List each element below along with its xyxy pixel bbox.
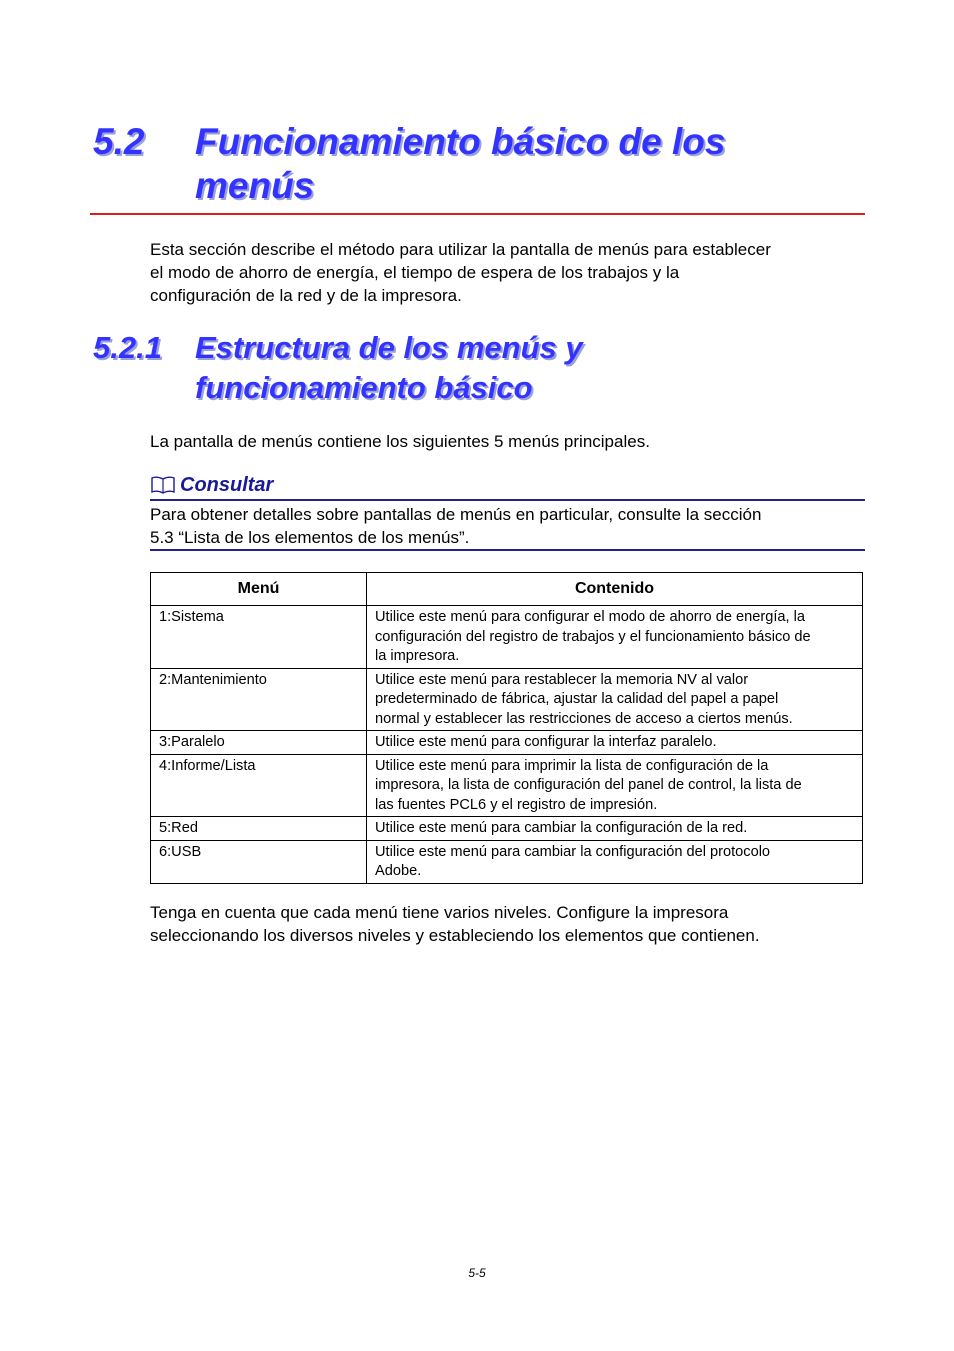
- consult-text: Para obtener detalles sobre pantallas de menús en particular, consulte la sección 5.3 “Lista de los elementos de los menús”.: [150, 505, 762, 547]
- intro-paragraph: Esta sección describe el método para utilizar la pantalla de menús para establecer el modo de ahorro de energía, el tiempo de espera de los trabajos y la configuración de la red y de la impresora.: [150, 240, 771, 305]
- content-cell: Utilice este menú para configurar la interfaz paralelo.: [367, 731, 863, 755]
- consult-top-rule: [150, 499, 865, 501]
- table-row: [151, 817, 863, 841]
- menu-cell: 1:Sistema: [151, 606, 367, 669]
- content-cell: Utilice este menú para restablecer la memoria NV al valor predeterminado de fábrica, ajustar la calidad del papel a papel normal y establecer las restricciones de acceso a ciertos menús.: [367, 668, 863, 731]
- content-cell: Utilice este menú para imprimir la lista de configuración de la impresora, la lista de configuración del panel de control, la lista de las fuentes PCL6 y el registro de impresión.: [367, 754, 863, 817]
- heading-divider: [90, 213, 865, 215]
- consult-label: Consultar: [180, 474, 274, 496]
- consult-bottom-rule: [150, 549, 865, 551]
- table-row: [151, 840, 863, 883]
- table-row: [151, 754, 863, 817]
- menu-table: [150, 572, 863, 884]
- table-header-row: [151, 573, 863, 606]
- consult-heading: [150, 472, 273, 498]
- header-content: Contenido: [367, 573, 863, 606]
- section-title: Funcionamiento básico de los menús: [195, 121, 726, 206]
- subsection-title: Estructura de los menús y funcionamiento básico: [195, 330, 583, 405]
- section-number: 5.2: [93, 121, 145, 162]
- subsection-number: 5.2.1: [93, 330, 162, 365]
- menu-cell: 4:Informe/Lista: [151, 754, 367, 817]
- menu-cell: 2:Mantenimiento: [151, 668, 367, 731]
- content-cell: Utilice este menú para cambiar la configuración del protocolo Adobe.: [367, 840, 863, 883]
- page-number: 5-5: [468, 1266, 486, 1280]
- menu-cell: 5:Red: [151, 817, 367, 841]
- section-heading: [93, 120, 853, 210]
- book-icon: [150, 475, 176, 495]
- subsection-heading: [93, 328, 853, 408]
- header-menu: Menú: [151, 573, 367, 606]
- menu-cell: 3:Paralelo: [151, 731, 367, 755]
- table-row: [151, 606, 863, 669]
- content-cell: Utilice este menú para cambiar la configuración de la red.: [367, 817, 863, 841]
- content-cell: Utilice este menú para configurar el modo de ahorro de energía, la configuración del registro de trabajos y el funcionamiento básico de la impresora.: [367, 606, 863, 669]
- table-row: [151, 731, 863, 755]
- menu-cell: 6:USB: [151, 840, 367, 883]
- closing-paragraph: Tenga en cuenta que cada menú tiene varios niveles. Configure la impresora seleccionando los diversos niveles y estableciendo los elementos que contienen.: [150, 903, 760, 945]
- table-row: [151, 668, 863, 731]
- subsection-intro: La pantalla de menús contiene los siguientes 5 menús principales.: [150, 432, 650, 451]
